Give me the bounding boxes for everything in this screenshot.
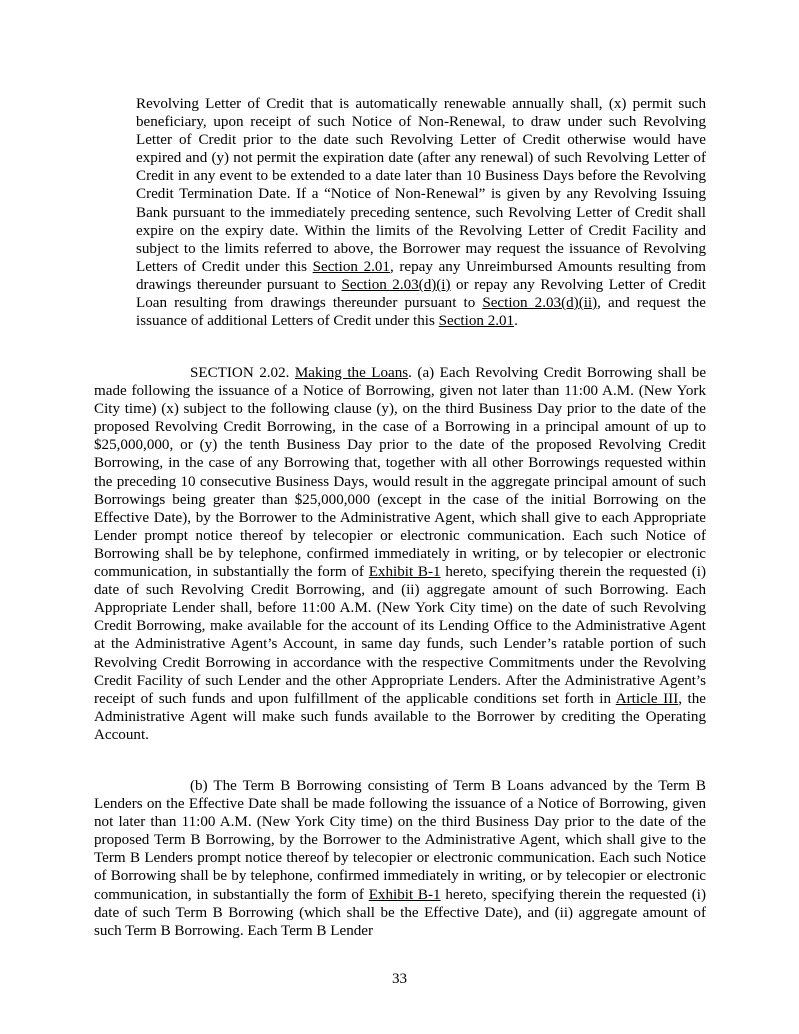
section-reference: Section 2.03(d)(i): [341, 276, 451, 293]
text-run: , repay any Unreimbursed Amounts resulting from drawings thereunder pursuant to: [136, 258, 706, 293]
article-reference: Article III: [615, 690, 679, 707]
text-run: . (a) Each Revolving Credit Borrowing shall be made following the issuance of a Notice of Borrowing, given not later than 11:00 A.M. (New York City time) (x) subject to the following clause (y), on the third Business Day prior to the date of the proposed Revolving Credit Borrowing, in the case of a Borrowing in a principal amount of up to $25,000,000, or (y) the tenth Business Day prior to the date of the proposed Revolving Credit Borrowing, in the case of any Borrowing that, together with all other Borrowings requested within the preceding 10 consecutive Business Days, would result in the aggregate principal amount of such Borrowings being greater than $25,000,000 (except in the case of the initial Borrowing on the Effective Date), by the Borrower to the Administrative Agent, which shall give to each Appropriate Lender prompt notice thereof by telecopier or electronic communication. Each such Notice of Borrowing shall be by telephone, confirmed immediately in writing, or by telecopier or electronic communication, in substantially the form of: [94, 365, 707, 581]
text-run: hereto, specifying therein the requested (i) date of such Term B Borrowing (which shall be the Effective Date), and (ii) aggregate amount of such Term B Borrowing. Each Term B Lender: [94, 886, 706, 939]
paragraph-section-2-02: [94, 364, 706, 744]
section-reference: Section 2.03(d)(ii): [482, 295, 598, 312]
text-run: or repay any Revolving Letter of Credit Loan resulting from drawings thereunder pursuant to: [136, 276, 706, 312]
text-run: hereto, specifying therein the requested (i) date of such Revolving Credit Borrowing, and (ii) aggregate amount of such Borrowing. Each Appropriate Lender shall, before 11:00 A.M. (New York City time) on the date of such Revolving Credit Borrowing, make available for the account of its Lending Office to the Administrative Agent at the Administrative Agent’s Account, in same day funds, such Lender’s ratable portion of such Revolving Credit Borrowing in accordance with the respective Commitments under the Revolving Credit Facility of such Lender and the other Appropriate Lenders. After the Administrative Agent’s receipt of such funds and upon fulfillment of the applicable conditions set forth in: [94, 564, 706, 707]
section-reference: Section 2.01: [438, 313, 515, 330]
page-number: 33: [391, 971, 408, 987]
paragraph-term-b-borrowing: [94, 777, 706, 940]
text-run: .: [514, 313, 518, 330]
text-run: , and request the issuance of additional Letters of Credit under this: [136, 295, 706, 330]
section-number: SECTION 2.02.: [190, 365, 295, 381]
exhibit-reference: Exhibit B-1: [368, 886, 441, 903]
text-run: , the Administrative Agent will make such funds available to the Borrower by crediting the Operating Account.: [94, 690, 706, 743]
text-run: Revolving Letter of Credit that is automatically renewable annually shall, (x) permit such beneficiary, upon receipt of such Notice of Non-Renewal, to draw under such Revolving Letter of Credit prior to the date such Revolving Letter of Credit otherwise would have expired and (y) not permit the expiration date (after any renewal) of such Revolving Letter of Credit in any event to be extended to a date later than 10 Business Days before the Revolving Credit Termination Date. If a “Notice of Non-Renewal” is given by any Revolving Issuing Bank pursuant to the immediately preceding sentence, such Revolving Letter of Credit shall expire on the expiry date. Within the limits of the Revolving Letter of Credit Facility and subject to the limits referred to above, the Borrower may request the issuance of Revolving Letters of Credit under this: [136, 96, 706, 275]
exhibit-reference: Exhibit B-1: [368, 564, 441, 581]
paragraph-letter-of-credit: [136, 95, 706, 330]
section-heading: Making the Loans: [294, 365, 409, 381]
text-run: (b) The Term B Borrowing consisting of Term B Loans advanced by the Term B Lenders on the Effective Date shall be made following the issuance of a Notice of Borrowing, given not later than 11:00 A.M. (New York City time) on the third Business Day prior to the date of the proposed Term B Borrowing, by the Borrower to the Administrative Agent, which shall give to the Term B Lenders prompt notice thereof by telecopier or electronic communication. Each such Notice of Borrowing shall be by telephone, confirmed immediately in writing, or by telecopier or electronic communication, in substantially the form of: [94, 778, 706, 903]
section-reference: Section 2.01: [312, 258, 390, 275]
